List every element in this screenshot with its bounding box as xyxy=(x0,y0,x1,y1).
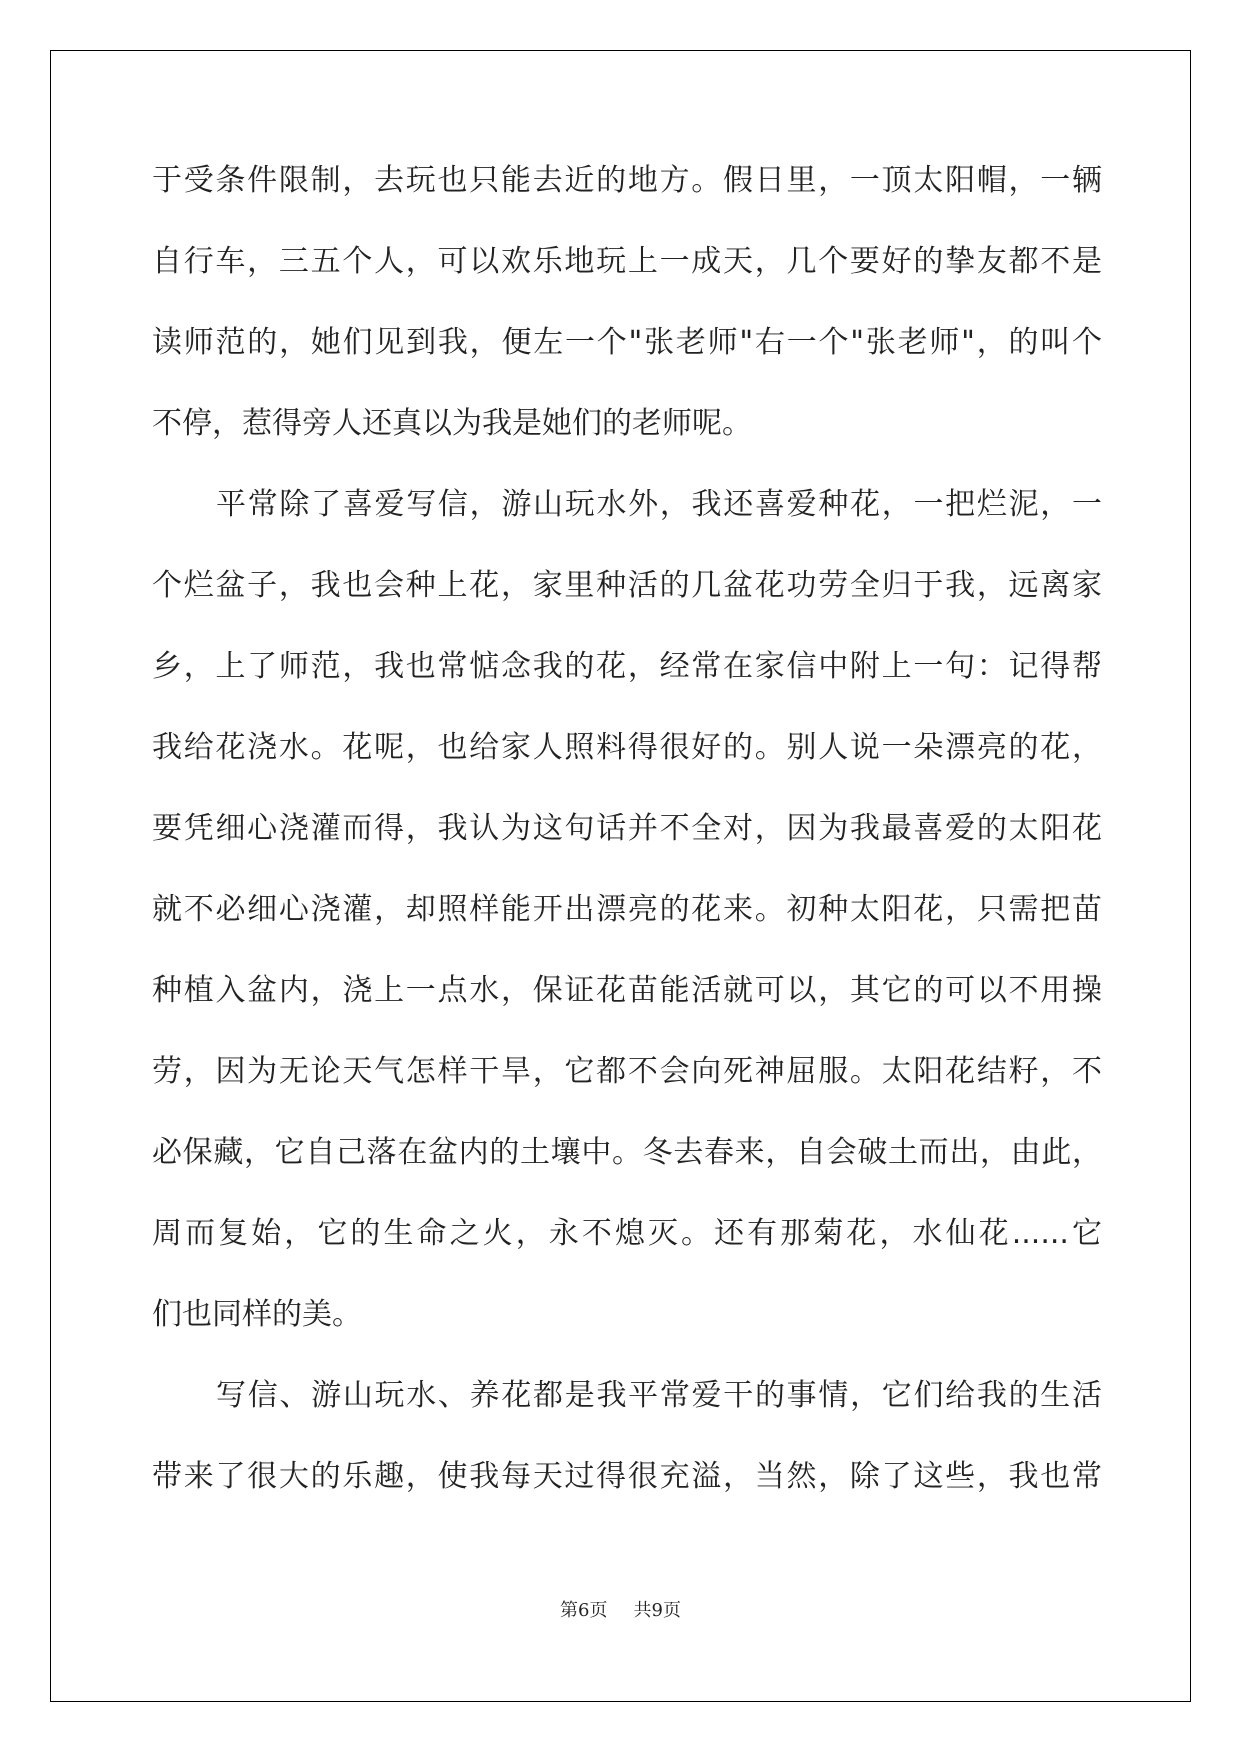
text-line: 不停，惹得旁人还真以为我是她们的老师呢。 xyxy=(152,406,752,441)
text-line: 带来了很大的乐趣，使我每天过得很充溢，当然，除了这些，我也常 xyxy=(152,1459,1102,1494)
text-line: 劳，因为无论天气怎样干旱，它都不会向死神屈服。太阳花结籽，不 xyxy=(152,1054,1102,1089)
text-line: 读师范的，她们见到我，便左一个"张老师"右一个"张老师"，的叫个 xyxy=(152,325,1102,360)
text-line: 写信、游山玩水、养花都是我平常爱干的事情，它们给我的生活 xyxy=(216,1378,1102,1413)
total-page-count: 共9页 xyxy=(633,1600,681,1621)
text-line: 自行车，三五个人，可以欢乐地玩上一成天，几个要好的挚友都不是 xyxy=(152,244,1102,279)
text-line: 个烂盆子，我也会种上花，家里种活的几盆花功劳全归于我，远离家 xyxy=(152,568,1102,603)
text-line: 必保藏，它自己落在盆内的土壤中。冬去春来，自会破土而出，由此， xyxy=(152,1135,1102,1170)
text-line: 周而复始，它的生命之火，永不熄灭。还有那菊花，水仙花......它 xyxy=(152,1216,1102,1251)
document-body xyxy=(152,163,1102,1540)
text-line: 们也同样的美。 xyxy=(152,1297,362,1332)
text-line: 我给花浇水。花呢，也给家人照料得很好的。别人说一朵漂亮的花， xyxy=(152,730,1102,765)
text-line: 于受条件限制，去玩也只能去近的地方。假日里，一顶太阳帽，一辆 xyxy=(152,163,1102,198)
page-footer xyxy=(0,1599,1241,1623)
current-page-number: 第6页 xyxy=(560,1600,608,1621)
text-line: 就不必细心浇灌，却照样能开出漂亮的花来。初种太阳花，只需把苗 xyxy=(152,892,1102,927)
text-line: 平常除了喜爱写信，游山玩水外，我还喜爱种花，一把烂泥，一 xyxy=(216,487,1102,522)
text-line: 要凭细心浇灌而得，我认为这句话并不全对，因为我最喜爱的太阳花 xyxy=(152,811,1102,846)
text-line: 乡，上了师范，我也常惦念我的花，经常在家信中附上一句：记得帮 xyxy=(152,649,1102,684)
text-line: 种植入盆内，浇上一点水，保证花苗能活就可以，其它的可以不用操 xyxy=(152,973,1102,1008)
